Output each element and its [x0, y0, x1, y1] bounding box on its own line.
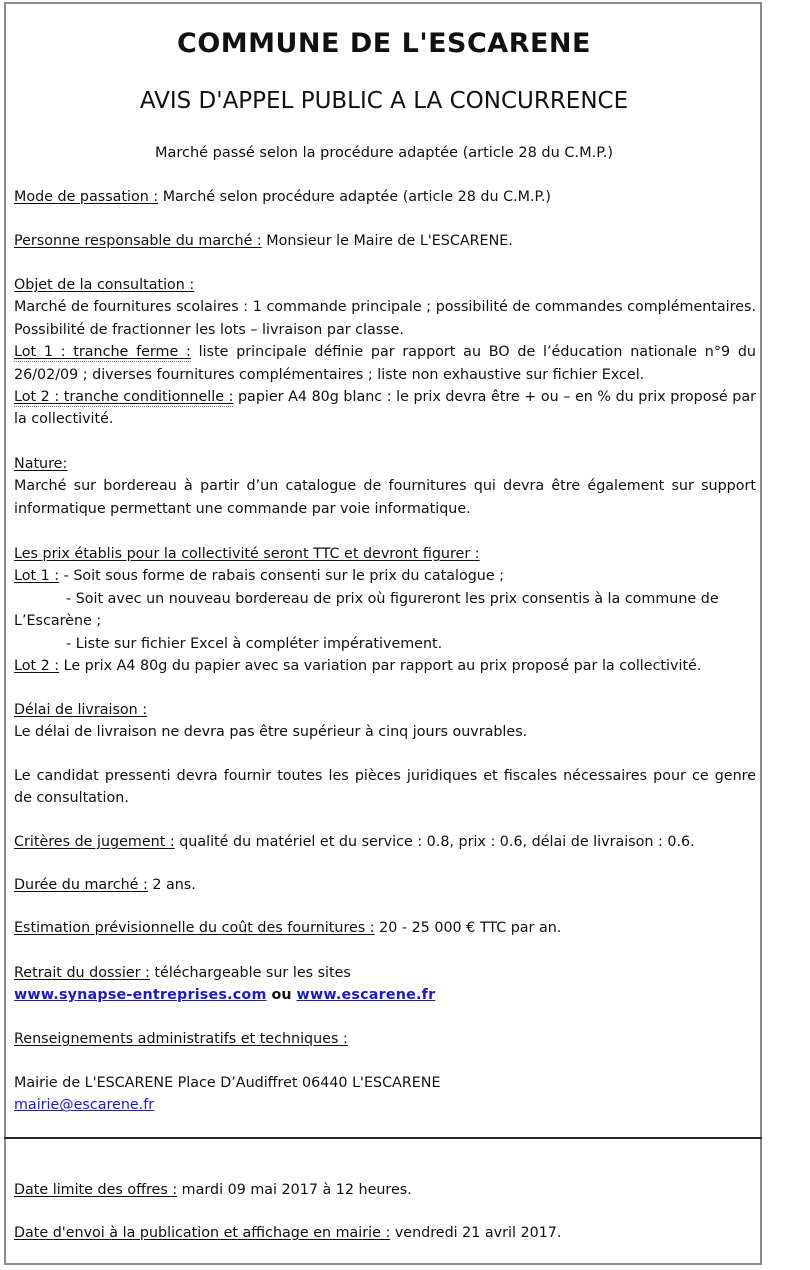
- link-separator: ou: [266, 987, 297, 1004]
- prix-lot-2-text: Le prix A4 80g du papier avec sa variation par rapport au prix proposé par la collectivité.: [59, 658, 702, 675]
- estimation-value: 20 - 25 000 € TTC par an.: [374, 920, 562, 936]
- date-limite-section: [14, 1179, 756, 1201]
- mode-passation-label: Mode de passation :: [14, 189, 159, 205]
- date-envoi-section: [14, 1222, 756, 1244]
- estimation-section: [14, 917, 756, 939]
- delai-label: Délai de livraison :: [14, 702, 148, 718]
- lot-1-text: liste principale définie par rapport au BO de l’éducation nationale n°9 du 26/02/09 ; diverses fournitures complémentaires ; liste non exhaustive sur fichier Excel.: [14, 344, 756, 383]
- criteres-section: [14, 831, 756, 853]
- date-envoi-label: Date d'envoi à la publication et affichage en mairie :: [14, 1225, 391, 1241]
- renseignements-label: Renseignements administratifs et techniques :: [14, 1031, 348, 1047]
- retrait-value: téléchargeable sur les sites: [149, 965, 351, 981]
- prix-lot-1-option-1: - Soit sous forme de rabais consenti sur le prix du catalogue ;: [59, 568, 505, 585]
- date-limite-value: mardi 09 mai 2017 à 12 heures.: [177, 1182, 412, 1198]
- prix-lot-2-label: Lot 2 :: [14, 658, 60, 675]
- candidat-text: Le candidat pressenti devra fournir toutes les pièces juridiques et fiscales nécessaires pour ce genre de consultation.: [14, 768, 756, 807]
- criteres-label: Critères de jugement :: [14, 834, 175, 850]
- lot-1-description: [14, 341, 756, 386]
- candidat-section: [14, 765, 756, 810]
- prix-lot-1-option-2: - Soit avec un nouveau bordereau de prix où figureront les prix consentis à la commune de L’Escarène ;: [14, 590, 719, 630]
- objet-label: Objet de la consultation :: [14, 277, 195, 293]
- synapse-link[interactable]: www.synapse-entreprises.com: [14, 987, 267, 1004]
- prix-lot-1-line-1: [14, 565, 756, 587]
- date-limite-label: Date limite des offres :: [14, 1182, 178, 1198]
- delai-text: Le délai de livraison ne devra pas être supérieur à cinq jours ouvrables.: [14, 724, 528, 741]
- mode-passation-value: Marché selon procédure adaptée (article 28 du C.M.P.): [158, 189, 551, 205]
- personne-responsable-value: Monsieur le Maire de L'ESCARENE.: [261, 233, 513, 249]
- criteres-value: qualité du matériel et du service : 0.8, prix : 0.6, délai de livraison : 0.6.: [174, 834, 695, 850]
- email-link[interactable]: mairie@escarene.fr: [14, 1097, 155, 1114]
- objet-text: Marché de fournitures scolaires : 1 commande principale ; possibilité de commandes complémentaires. Possibilité de fractionner les lots – livraison par classe.: [14, 299, 756, 338]
- retrait-section: [14, 962, 756, 1007]
- date-envoi-value: vendredi 21 avril 2017.: [390, 1225, 562, 1241]
- escarene-link[interactable]: www.escarene.fr: [296, 987, 436, 1004]
- prix-lot-2-line: [14, 655, 756, 677]
- duree-section: [14, 874, 756, 896]
- renseignements-section: [14, 1028, 756, 1050]
- notice-title: AVIS D'APPEL PUBLIC A LA CONCURRENCE: [139, 88, 629, 114]
- intro-text: Marché passé selon la procédure adaptée (article 28 du C.M.P.): [154, 145, 614, 161]
- prix-lot-1-label: Lot 1 :: [14, 568, 60, 585]
- section-divider: [4, 1137, 762, 1139]
- prix-label: Les prix établis pour la collectivité seront TTC et devront figurer :: [14, 546, 480, 562]
- nature-section: [14, 453, 756, 520]
- delai-section: [14, 699, 756, 744]
- lot-1-label: Lot 1 : tranche ferme :: [14, 344, 191, 361]
- lot-2-text: papier A4 80g blanc : le prix devra être + ou – en % du prix proposé par la collectivité.: [14, 389, 756, 428]
- duree-label: Durée du marché :: [14, 877, 148, 893]
- duree-value: 2 ans.: [147, 877, 196, 893]
- contact-section: [14, 1072, 756, 1117]
- lot-2-description: [14, 386, 756, 431]
- mairie-address: Mairie de L'ESCARENE Place D’Audiffret 06440 L'ESCARENE: [14, 1075, 441, 1091]
- mode-passation-section: [14, 186, 756, 208]
- nature-text: Marché sur bordereau à partir d’un catalogue de fournitures qui devra être également sur support informatique permettant une commande par voie informatique.: [14, 478, 756, 517]
- personne-responsable-section: [14, 230, 756, 252]
- lot-2-label: Lot 2 : tranche conditionnelle :: [14, 389, 234, 406]
- nature-label: Nature:: [14, 456, 68, 472]
- estimation-label: Estimation prévisionnelle du coût des fournitures :: [14, 920, 375, 936]
- commune-title: COMMUNE DE L'ESCARENE: [177, 28, 591, 59]
- objet-section: [14, 274, 756, 431]
- personne-responsable-label: Personne responsable du marché :: [14, 233, 262, 249]
- prix-section: [14, 543, 756, 677]
- retrait-label: Retrait du dossier :: [14, 965, 150, 981]
- prix-lot-1-option-3: - Liste sur fichier Excel à compléter impérativement.: [66, 635, 443, 652]
